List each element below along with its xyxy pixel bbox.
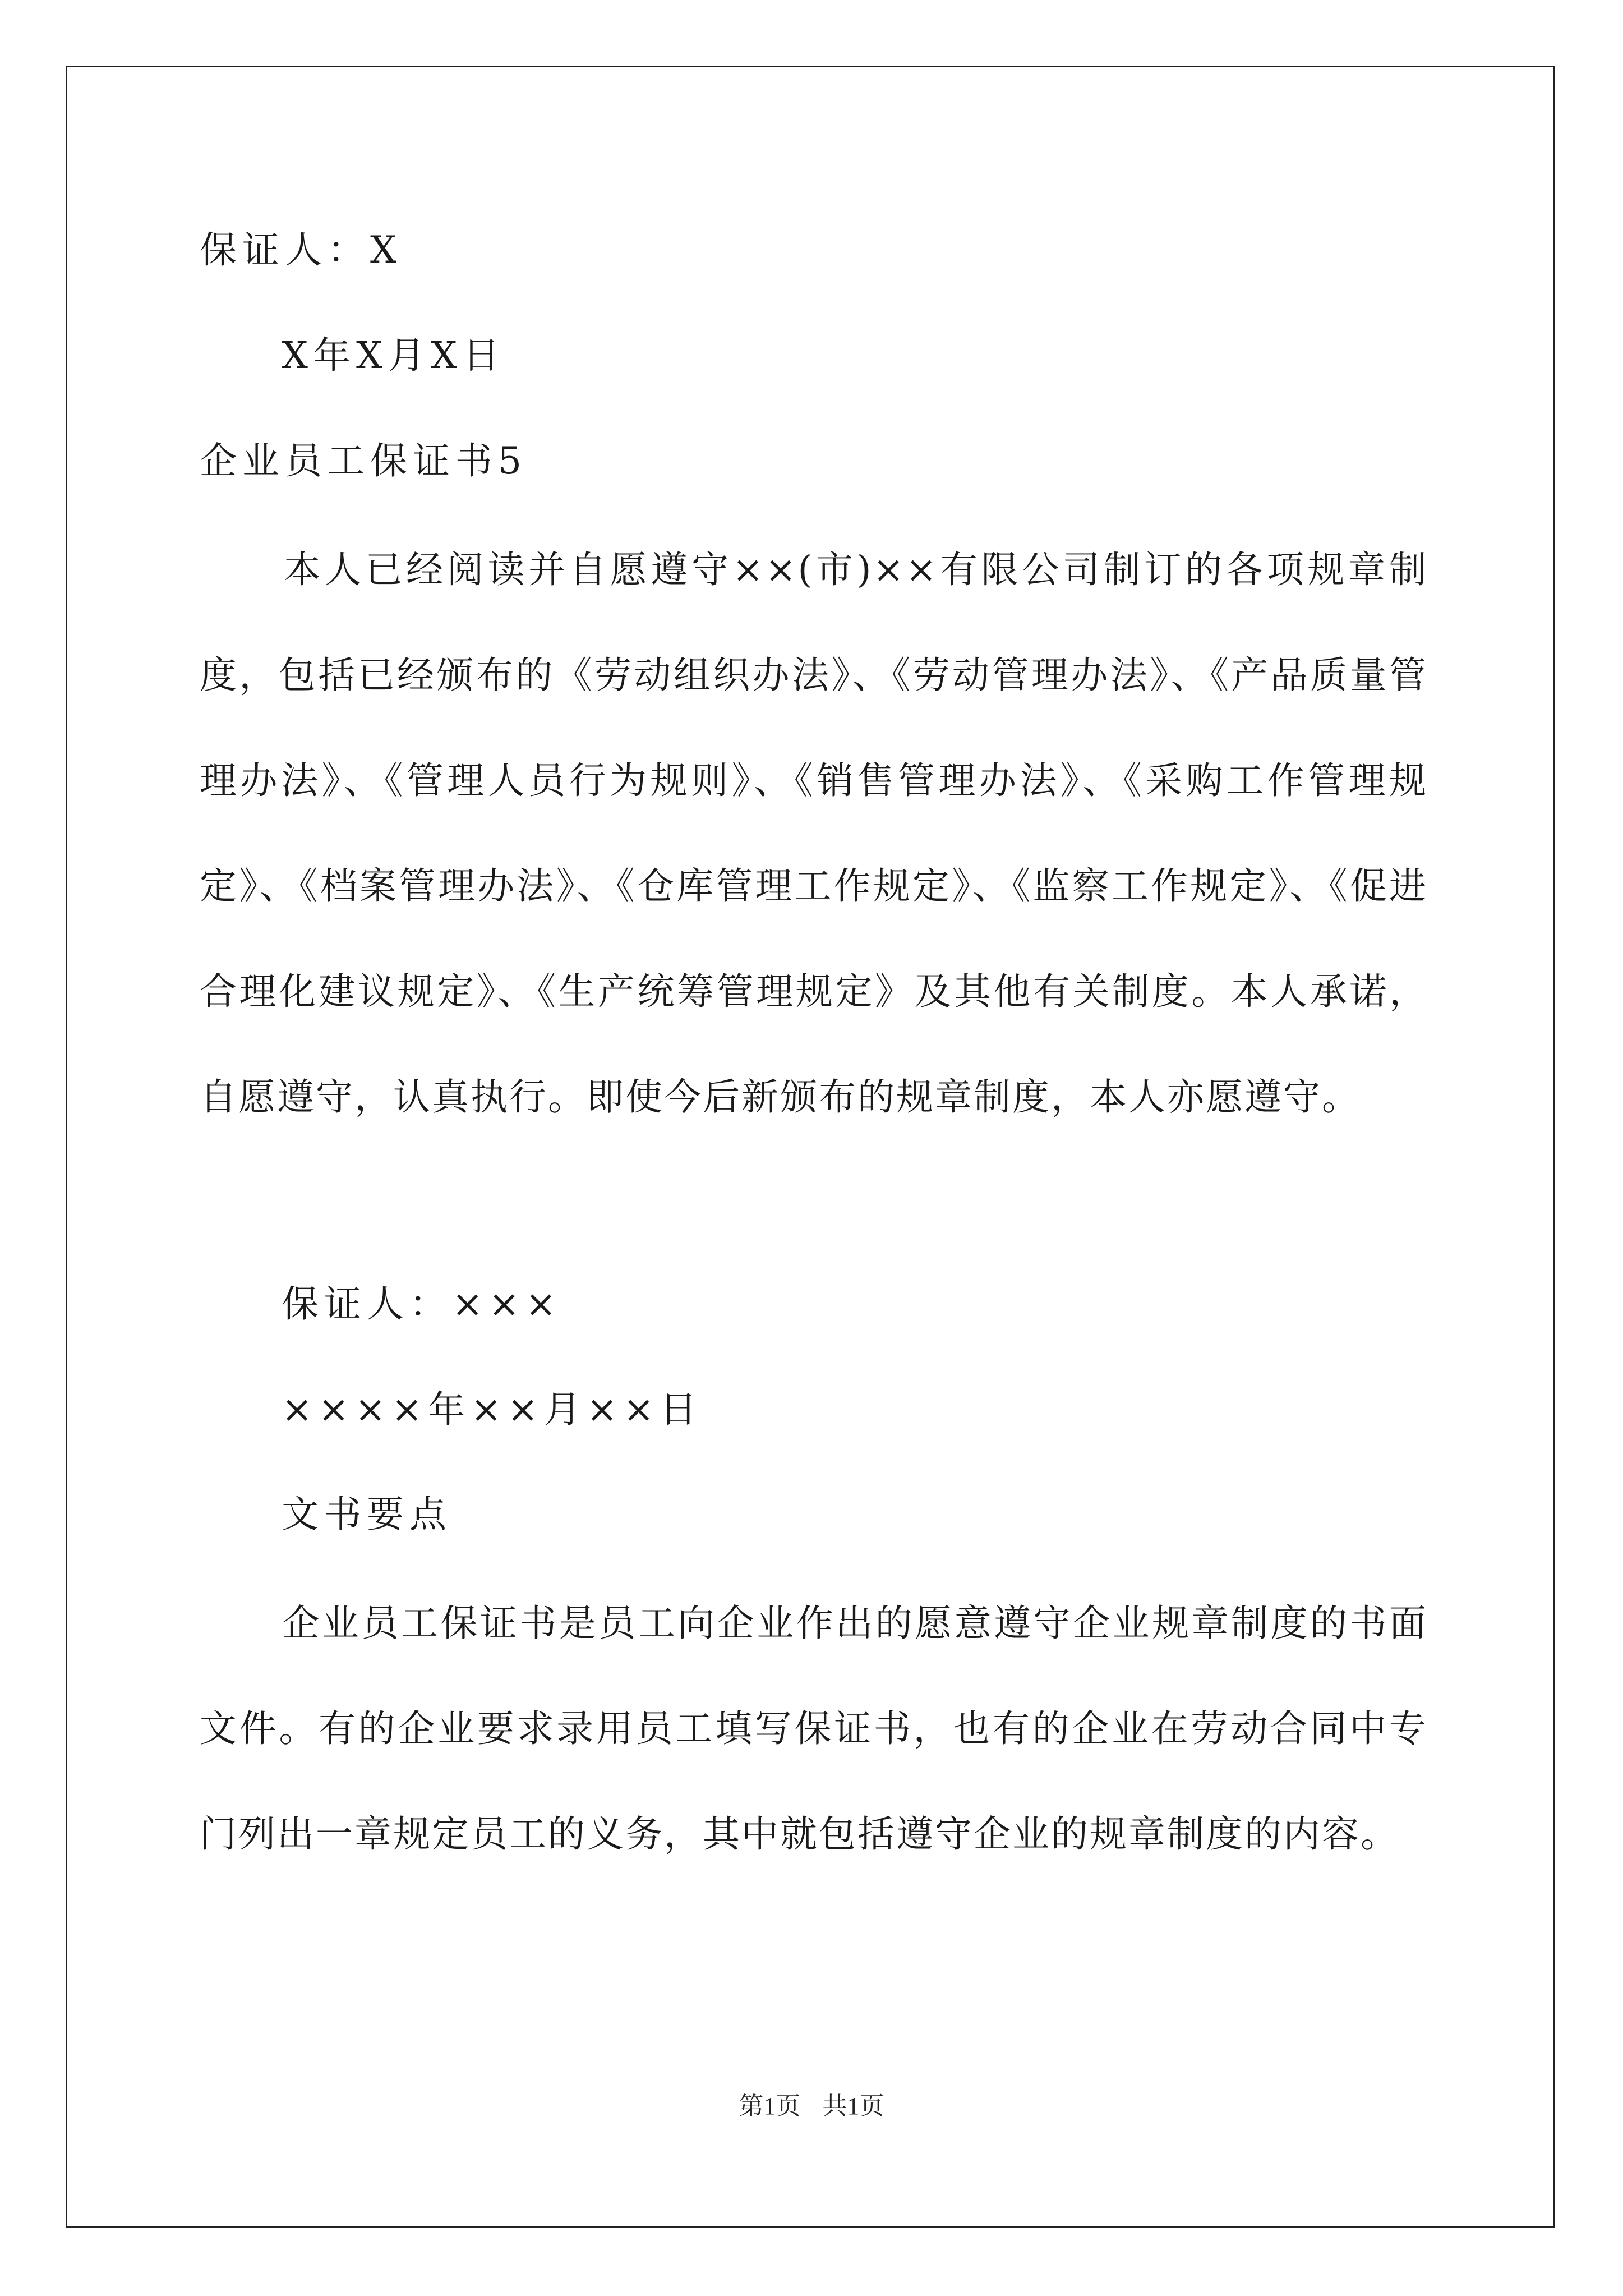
section-title: 企业员工保证书5 bbox=[200, 439, 527, 482]
notes-paragraph-text: 企业员工保证书是员工向企业作出的愿意遵守企业规章制度的书面文件。有的企业要求录用员工填写保证书，也有的企业在劳动合同中专门列出一章规定员工的义务，其中就包括遵守企业的规章制度的内容。 bbox=[200, 1602, 1428, 1856]
body-paragraph bbox=[200, 517, 1428, 1150]
guarantor-line-2: 保证人：××× bbox=[282, 1282, 562, 1326]
date-line: X年X月X日 bbox=[282, 334, 505, 377]
page-footer bbox=[0, 2090, 1623, 2123]
page-total: 共1页 bbox=[822, 2092, 884, 2120]
page-number: 第1页 bbox=[739, 2092, 801, 2120]
notes-paragraph bbox=[200, 1571, 1428, 1887]
date-line-2: ××××年××月××日 bbox=[282, 1388, 703, 1431]
guarantor-line: 保证人：X bbox=[200, 228, 402, 272]
notes-heading: 文书要点 bbox=[282, 1493, 452, 1536]
body-paragraph-text: 本人已经阅读并自愿遵守××(市)××有限公司制订的各项规章制度，包括已经颁布的《劳动组织办法》、《劳动管理办法》、《产品质量管理办法》、《管理人员行为规则》、《销售管理办法》、《采购工作管理规定》、《档案管理办法》、《仓库管理工作规定》、《监察工作规定》、《促进合理化建议规定》、《生产统筹管理规定》及其他有关制度。本人承诺，自愿遵守，认真执行。即使今后新颁布的规章制度，本人亦愿遵守。 bbox=[200, 548, 1428, 1119]
